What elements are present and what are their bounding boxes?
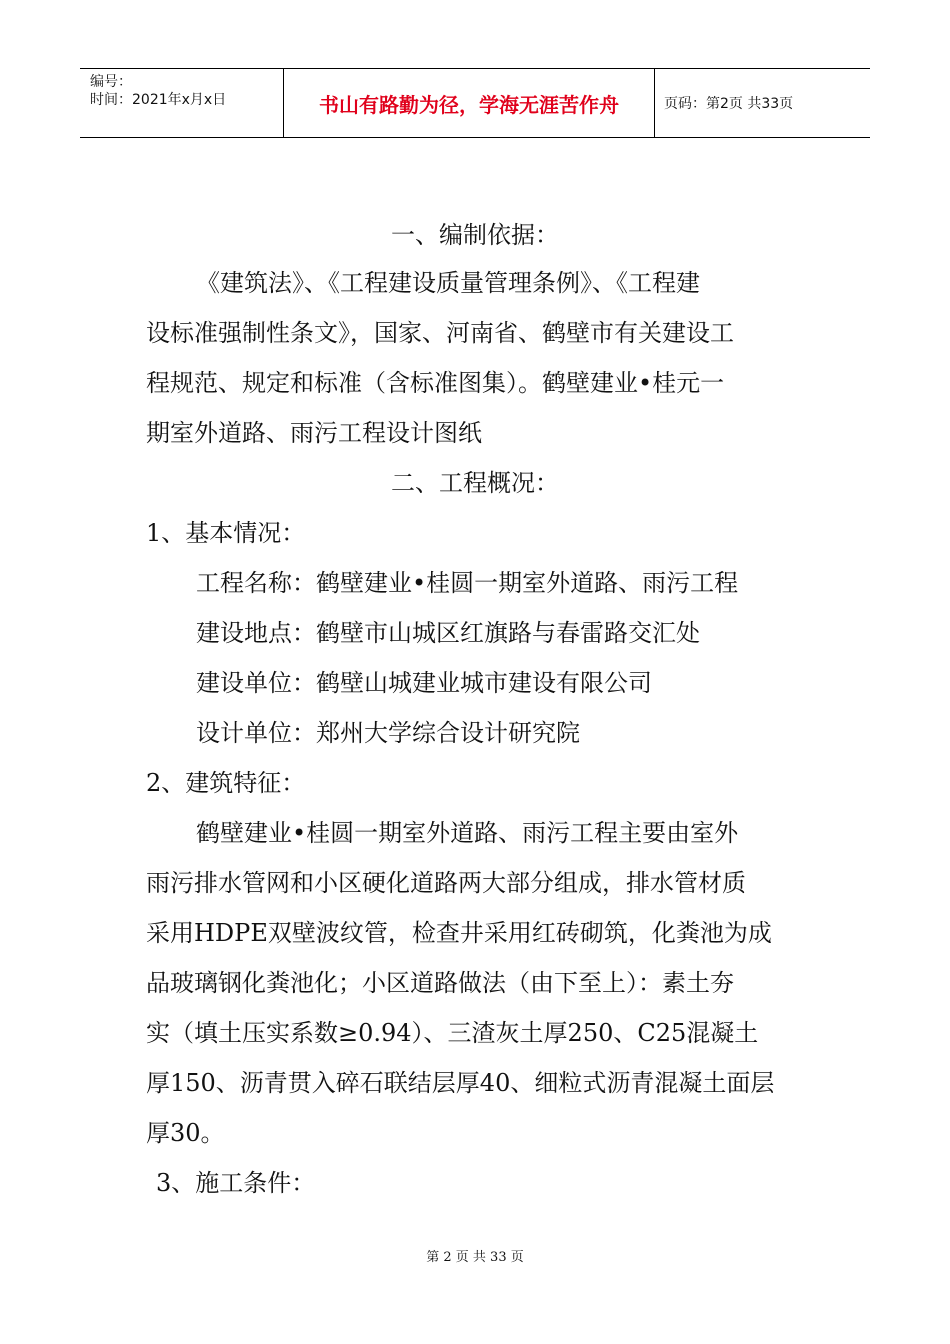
overview-heading: 二、工程概况：	[391, 469, 559, 497]
basis-line: 程规范、规定和标准（含标准图集）。鹤壁建业•桂元一	[146, 369, 725, 397]
feature-line: 实（填土压实系数≥0.94）、三渣灰土厚250、C25混凝土	[146, 1019, 759, 1047]
basic-heading: 1、基本情况：	[146, 519, 306, 547]
feature-line: 雨污排水管网和小区硬化道路两大部分组成，排水管材质	[146, 869, 746, 897]
feature-line: 厚150、沥青贯入碎石联结层厚40、细粒式沥青混凝土面层	[146, 1069, 775, 1097]
basis-line: 《建筑法》、《工程建设质量管理条例》、《工程建	[196, 269, 700, 297]
feature-line: 品玻璃钢化粪池化；小区道路做法（由下至上）：素土夯	[146, 969, 734, 997]
basic-item: 建设地点：鹤壁市山城区红旗路与春雷路交汇处	[196, 619, 700, 647]
construction-heading: 3、施工条件：	[156, 1169, 316, 1197]
basic-item: 建设单位：鹤壁山城建业城市建设有限公司	[196, 669, 652, 697]
number-label: 编号：	[90, 74, 132, 90]
header-motto: 书山有路勤为径，学海无涯苦作舟	[319, 92, 619, 117]
basic-item: 工程名称：鹤壁建业•桂圆一期室外道路、雨污工程	[196, 569, 739, 597]
basis-heading: 一、编制依据：	[391, 221, 559, 249]
header-meta	[90, 73, 226, 109]
page-footer: 第 2 页 共 33 页	[426, 1250, 524, 1265]
basis-line: 设标准强制性条文》，国家、河南省、鹤壁市有关建设工	[146, 319, 734, 347]
header-divider	[654, 69, 655, 137]
basis-line: 期室外道路、雨污工程设计图纸	[146, 419, 482, 447]
basic-item: 设计单位：郑州大学综合设计研究院	[196, 719, 580, 747]
feature-line: 厚30。	[146, 1119, 225, 1147]
feature-heading: 2、建筑特征：	[146, 769, 306, 797]
time-label: 时间：2021年x月x日	[90, 92, 227, 108]
feature-line: 采用HDPE双壁波纹管，检查井采用红砖砌筑，化粪池为成	[146, 919, 772, 947]
header-page-info: 页码：第2页 共33页	[664, 96, 794, 112]
page-header	[80, 68, 870, 138]
feature-line: 鹤壁建业•桂圆一期室外道路、雨污工程主要由室外	[196, 819, 739, 847]
